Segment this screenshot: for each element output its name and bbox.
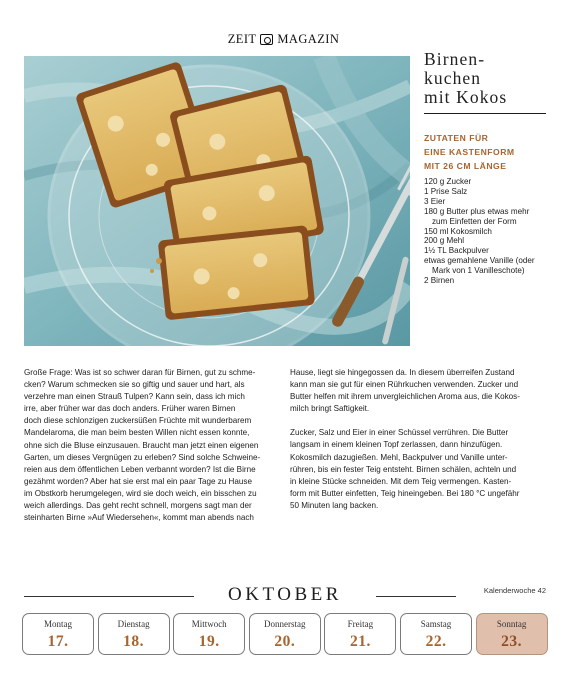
text-line: Große Frage: Was ist so schwer daran für Birnen, gut zu schme-	[24, 368, 256, 377]
ingredient-item: 180 g Butter plus etwas mehr	[424, 206, 530, 216]
text-line: rühren, bis ein fester Teig entsteht. Birnen schälen, achteln und	[290, 464, 517, 474]
masthead-zeit: ZEIT	[227, 31, 257, 46]
day-name: Montag	[44, 619, 72, 629]
day-name: Sonntag	[496, 619, 527, 629]
day-date: 17.	[47, 633, 69, 650]
text-line: reien aus dem öffentlichen Leben verbannt worden? Ist die Birne	[24, 464, 256, 474]
text-line: kann man sie gut für einen Rührkuchen verwenden. Zucker und	[290, 380, 519, 390]
text-line: Kokosmilch dazugießen. Mehl, Backpulver und Vanille unter-	[290, 452, 508, 462]
masthead-magazin: MAGAZIN	[277, 31, 340, 46]
month-label: OKTOBER	[228, 584, 342, 605]
day-name: Dienstag	[117, 619, 150, 629]
day-date: 21.	[349, 633, 371, 650]
text-line: Butter helfen mit ihrem unvergleichlichen Aroma aus, die Kokos-	[290, 392, 520, 402]
ingredients-heading-line: MIT 26 CM LÄNGE	[424, 161, 507, 171]
text-line: Mandelaroma, die man beim besten Willen nicht essen konnte,	[24, 428, 250, 438]
day-name: Freitag	[347, 619, 374, 629]
text-line: langsam in einem kleinen Topf zerlassen, dann hinzufügen.	[290, 440, 503, 450]
day-name: Samstag	[420, 619, 452, 629]
text-line: weich allerdings. Das geht recht schnell, morgens sagt man der	[24, 501, 252, 511]
ingredient-item: 1 Prise Salz	[424, 186, 468, 196]
text-line: ohne sich die Bluse einzusauen. Braucht man jetzt einen eigenen	[24, 440, 259, 450]
week-days	[22, 613, 548, 655]
day-cell-dienstag	[98, 613, 170, 655]
day-date: 18.	[123, 633, 145, 650]
day-cell-donnerstag	[249, 613, 321, 655]
method-paragraph	[290, 427, 550, 512]
intro-column	[24, 367, 274, 524]
text-line: form mit Butter einfetten, Teig hineingeben. Bei 180 °C ungefähr	[290, 488, 520, 498]
day-name: Mittwoch	[191, 619, 227, 629]
continued-paragraph	[290, 367, 550, 415]
text-line: cken? Warum schmecken sie so giftig und sauer und hart, als	[24, 380, 245, 390]
crest-icon	[260, 34, 273, 45]
text-line: verzehre man einen Strauß Tulpen? Kann sein, dass ich mich	[24, 392, 245, 402]
text-line: irre, aber früher war das doch anders. Früher waren Birnen	[24, 404, 236, 414]
ingredients-heading	[424, 131, 564, 173]
ingredient-item: 1½ TL Backpulver	[424, 246, 489, 256]
ingredient-item: 200 g Mehl	[424, 236, 465, 246]
text-line: doch diese schlonzigen zuckersüßen Früchte mit wunderbarem	[24, 416, 252, 426]
text-line: 50 Minuten lang backen.	[290, 500, 379, 510]
text-line: gezähmt worden? Aber hat sie erst mal ein paar Tage zu Hause	[24, 476, 252, 486]
day-cell-montag	[22, 613, 94, 655]
ingredients-heading-line: EINE KASTENFORM	[424, 147, 515, 157]
ingredient-item: 150 ml Kokosmilch	[424, 226, 492, 236]
day-cell-samstag	[400, 613, 472, 655]
title-divider	[424, 113, 546, 114]
text-line: milch bringt Saftigkeit.	[290, 404, 370, 414]
recipe-photo	[24, 56, 410, 346]
ingredient-item: 3 Eier	[424, 196, 446, 206]
day-cell-sonntag	[476, 613, 548, 655]
ingredient-list	[424, 177, 566, 286]
ingredients-heading-line: ZUTATEN FÜR	[424, 133, 489, 143]
day-name: Donnerstag	[264, 619, 306, 629]
ingredient-item: 120 g Zucker	[424, 177, 472, 186]
month-rule-left	[24, 596, 194, 597]
day-date: 19.	[198, 633, 220, 650]
text-line: Garten, um dieses Vergnügen zu erleben? Sind solche Schweine-	[24, 452, 261, 462]
recipe-title: Birnen- kuchen mit Kokos	[424, 49, 508, 107]
recipe-title-block	[424, 50, 546, 107]
day-cell-mittwoch	[173, 613, 245, 655]
day-date: 23.	[501, 633, 523, 650]
cake-plate-image	[24, 56, 410, 346]
month-rule-right	[376, 596, 456, 597]
day-date: 20.	[274, 633, 296, 650]
text-line: Zucker, Salz und Eier in einer Schüssel verrühren. Die Butter	[290, 428, 509, 438]
day-date: 22.	[425, 633, 447, 650]
text-line: in kleine Stücke schneiden. Mit dem Teig vermengen. Kasten-	[290, 476, 512, 486]
masthead	[0, 30, 567, 48]
text-line: steinharten Birne »Auf Wiedersehen«, kommt man abends nach	[24, 513, 254, 523]
ingredient-item: 2 Birnen	[424, 276, 455, 286]
ingredient-item: etwas gemahlene Vanille (oder	[424, 256, 535, 266]
text-line: im Obstkorb herumgelegen, wird sie doch weich, ein bisschen zu	[24, 488, 257, 498]
method-column	[290, 367, 550, 512]
day-cell-freitag	[324, 613, 396, 655]
calendar-week: Kalenderwoche 42	[483, 586, 546, 595]
text-line: Hause, liegt sie hingegossen da. In diesem überreifen Zustand	[290, 368, 515, 377]
ingredient-item: Mark von 1 Vanilleschote)	[432, 266, 525, 276]
ingredient-item: zum Einfetten der Form	[432, 216, 517, 226]
